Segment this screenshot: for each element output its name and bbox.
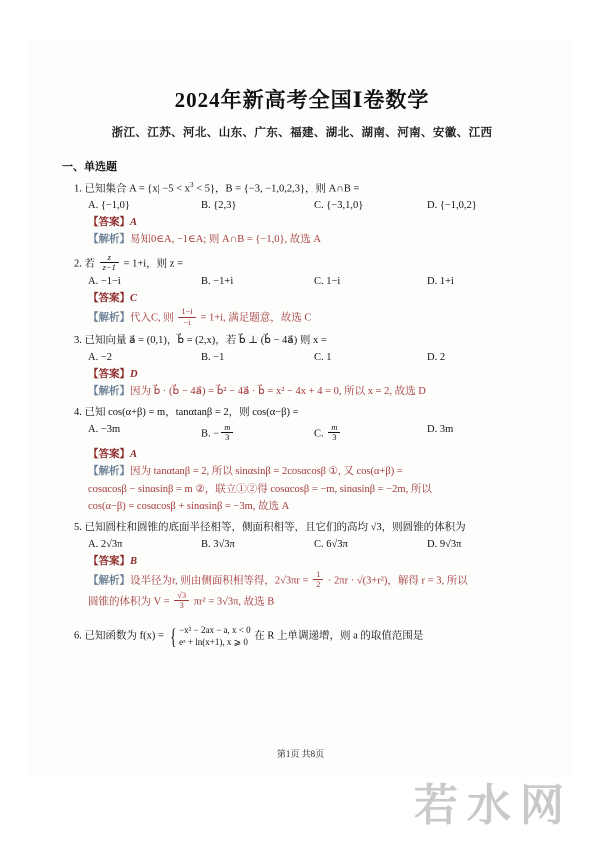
question-4-option-b-label: B. — [201, 427, 211, 439]
question-4-option-d[interactable]: D. 3m — [427, 423, 454, 435]
question-4-solution-line2: cosαcosβ − sinαsinβ = m ②，联立①②得 cosαcosβ = −m, sinαsinβ = −2m, 所以 — [88, 483, 432, 495]
question-4-option-b-fraction — [221, 423, 233, 443]
question-5 — [62, 520, 542, 611]
question-2-fraction — [100, 253, 119, 273]
question-5-answer — [88, 553, 542, 568]
question-2-number: 2. — [74, 257, 82, 269]
question-1-stem — [74, 179, 542, 197]
fraction-denominator: z−1 — [102, 261, 116, 272]
question-4-answer — [88, 446, 542, 461]
question-4-solution-line1: 因为 tanαtanβ = 2, 所以 sinαsinβ = 2cosαcosβ ①, 又 cos(α+β) = — [130, 466, 403, 478]
question-5-options — [88, 539, 542, 550]
question-3-answer-value: D — [130, 368, 138, 380]
answer-tag: 【答案】 — [88, 449, 130, 461]
question-2-answer-value: C — [130, 293, 138, 305]
answer-tag: 【答案】 — [88, 555, 130, 567]
left-brace-icon: { — [169, 623, 176, 649]
question-2-solution — [88, 308, 542, 328]
answer-tag: 【答案】 — [88, 368, 130, 380]
fraction-numerator: 1 — [313, 570, 323, 580]
answer-tag: 【答案】 — [88, 293, 130, 305]
question-1-option-c[interactable]: C. {−3,1,0} — [314, 200, 364, 212]
question-3-options — [88, 352, 542, 363]
question-3-stem — [74, 333, 542, 349]
question-3-stem-text: 已知向量 a⃗ = (0,1)，b⃗ = (2,x)，若 b⃗ ⊥ (b⃗ − 4a⃗) 则 x = — [84, 334, 327, 346]
question-2 — [62, 251, 542, 328]
question-4-solution — [88, 464, 542, 480]
question-5-option-a[interactable]: A. 2√3π — [88, 538, 123, 550]
fraction-denominator: 2 — [316, 579, 321, 590]
question-2-solution-post: = 1+i, 满足题意，故选 C — [197, 312, 312, 324]
question-2-option-b[interactable]: B. −1+i — [201, 276, 234, 288]
question-4-answer-value: A — [130, 449, 138, 461]
section-heading: 一、单选题 — [62, 161, 117, 173]
watermark-logo: 若水网 — [414, 780, 573, 831]
piecewise-rows — [179, 625, 251, 648]
question-3 — [62, 333, 542, 400]
fraction-denominator: −i — [183, 316, 191, 327]
question-1-solution — [88, 232, 542, 248]
question-2-stem-post: = 1+i，则 z = — [120, 257, 184, 269]
page-content — [62, 58, 542, 650]
question-1-stem-pre: 已知集合 A = {x| −5 < x — [84, 183, 190, 195]
question-4-option-c-label: C. — [314, 427, 324, 439]
question-4-option-b[interactable] — [201, 421, 314, 444]
question-4-stem — [74, 405, 542, 421]
answer-tag: 【答案】 — [88, 217, 130, 229]
question-6-stem — [74, 625, 542, 648]
question-1-number: 1. — [74, 183, 82, 195]
question-5-answer-value: B — [130, 555, 138, 567]
solution-tag: 【解析】 — [88, 575, 130, 587]
fraction-numerator: 1−i — [178, 307, 195, 317]
question-1 — [62, 179, 542, 249]
fraction-numerator: m — [221, 423, 233, 433]
question-3-option-d[interactable]: D. 2 — [427, 351, 446, 363]
question-1-stem-post: < 5}，B = {−3, −1,0,2,3}，则 A∩B = — [193, 183, 360, 195]
fraction-numerator: √3 — [174, 591, 189, 601]
question-3-option-c[interactable]: C. 1 — [314, 351, 332, 363]
question-2-options — [88, 276, 542, 287]
question-1-answer-value: A — [130, 217, 138, 229]
question-6 — [62, 625, 542, 648]
question-1-option-b[interactable]: B. {2,3} — [201, 200, 237, 212]
question-5-number: 5. — [74, 522, 82, 534]
question-2-option-d[interactable]: D. 1+i — [427, 276, 454, 288]
question-5-option-d[interactable]: D. 9√3π — [427, 538, 462, 550]
fraction-denominator: 3 — [225, 432, 230, 442]
fraction-denominator: 3 — [332, 432, 337, 442]
piecewise-row-2: eˣ + ln(x+1), x ⩾ 0 — [179, 636, 248, 647]
question-3-number: 3. — [74, 334, 82, 346]
question-5-solution-line2-post: πr² = 3√3π, 故选 B — [191, 595, 275, 607]
question-1-option-a[interactable]: A. {−1,0} — [88, 200, 130, 212]
watermark-subtext: · — [428, 834, 435, 840]
question-5-option-c[interactable]: C. 6√3π — [314, 538, 348, 550]
page-footer: 第1页 共8页 — [276, 749, 325, 759]
question-3-solution-text: 因为 b⃗ · (b⃗ − 4a⃗) = b⃗² − 4a⃗ · b⃗ = x² − 4x + 4 = 0, 所以 x = 2, 故选 D — [130, 385, 426, 397]
question-1-solution-text: 易知0∈A, −1∈A; 则 A∩B = {−1,0}, 故选 A — [130, 234, 321, 246]
question-5-solution-line2 — [88, 589, 542, 612]
page-title: 2024年新高考全国Ⅰ卷数学 — [174, 88, 430, 112]
question-5-option-b[interactable]: B. 3√3π — [201, 538, 235, 550]
question-5-solution-line2-pre: 圆锥的体积为 V = — [88, 595, 173, 607]
question-1-options — [88, 200, 542, 211]
question-4 — [62, 405, 542, 515]
question-3-answer — [88, 366, 542, 381]
question-2-stem — [74, 251, 542, 274]
question-5-stem — [74, 520, 542, 536]
fraction-numerator: m — [328, 423, 340, 433]
question-4-solution-line3: cos(α−β) = cosαcosβ + sinαsinβ = −3m, 故选 A — [88, 500, 290, 512]
solution-tag: 【解析】 — [88, 385, 130, 397]
solution-tag: 【解析】 — [88, 234, 130, 246]
piecewise-row-1: −x² − 2ax − a, x < 0 — [179, 625, 251, 636]
question-2-answer — [88, 290, 542, 305]
question-6-number: 6. — [74, 630, 82, 642]
question-4-number: 4. — [74, 406, 82, 418]
question-6-stem-post: 在 R 上单调递增，则 a 的取值范围是 — [251, 630, 424, 642]
question-3-option-a[interactable]: A. −2 — [88, 351, 113, 363]
question-2-stem-pre: 若 — [84, 257, 98, 269]
question-3-solution — [88, 384, 542, 400]
question-5-solution — [88, 568, 542, 591]
document-page — [28, 40, 573, 777]
fraction-denominator: 3 — [179, 599, 184, 610]
question-5-solution-post: · 2πr · √(3+r²)，解得 r = 3, 所以 — [325, 575, 468, 587]
question-1-option-d[interactable]: D. {−1,0,2} — [427, 200, 477, 212]
question-2-option-c[interactable]: C. 1−i — [314, 276, 341, 288]
question-5-solution-pre: 设半径为r, 则由侧面积相等得，2√3πr = — [130, 575, 312, 587]
solution-tag: 【解析】 — [88, 312, 130, 324]
question-1-answer — [88, 214, 542, 229]
question-4-stem-text: 已知 cos(α+β) = m，tanαtanβ = 2，则 cos(α−β) = — [84, 406, 299, 418]
question-4-option-c[interactable] — [314, 421, 427, 444]
question-2-solution-pre: 代入C, 则 — [130, 312, 177, 324]
question-5-fraction-root3-over-3 — [174, 591, 189, 611]
question-4-option-c-fraction — [328, 423, 340, 443]
question-2-option-a[interactable]: A. −1−i — [88, 276, 121, 288]
question-1-exponent: 3 — [189, 180, 194, 189]
question-6-piecewise — [168, 625, 251, 648]
question-2-solution-fraction — [178, 307, 195, 327]
solution-tag: 【解析】 — [88, 466, 130, 478]
fraction-numerator: z — [100, 253, 119, 263]
question-4-options — [88, 421, 542, 444]
question-5-stem-text: 已知圆柱和圆锥的底面半径相等，侧面积相等，且它们的高均 √3，则圆锥的体积为 — [84, 522, 466, 534]
question-4-option-a[interactable]: A. −3m — [88, 423, 121, 435]
question-3-option-b[interactable]: B. −1 — [201, 351, 225, 363]
question-6-stem-pre: 已知函数为 f(x) = — [84, 630, 167, 642]
page-subtitle: 浙江、江苏、河北、山东、广东、福建、湖北、湖南、河南、安徽、江西 — [111, 127, 493, 139]
question-5-fraction-half — [313, 570, 323, 590]
question-4-option-b-sign: − — [213, 427, 220, 439]
